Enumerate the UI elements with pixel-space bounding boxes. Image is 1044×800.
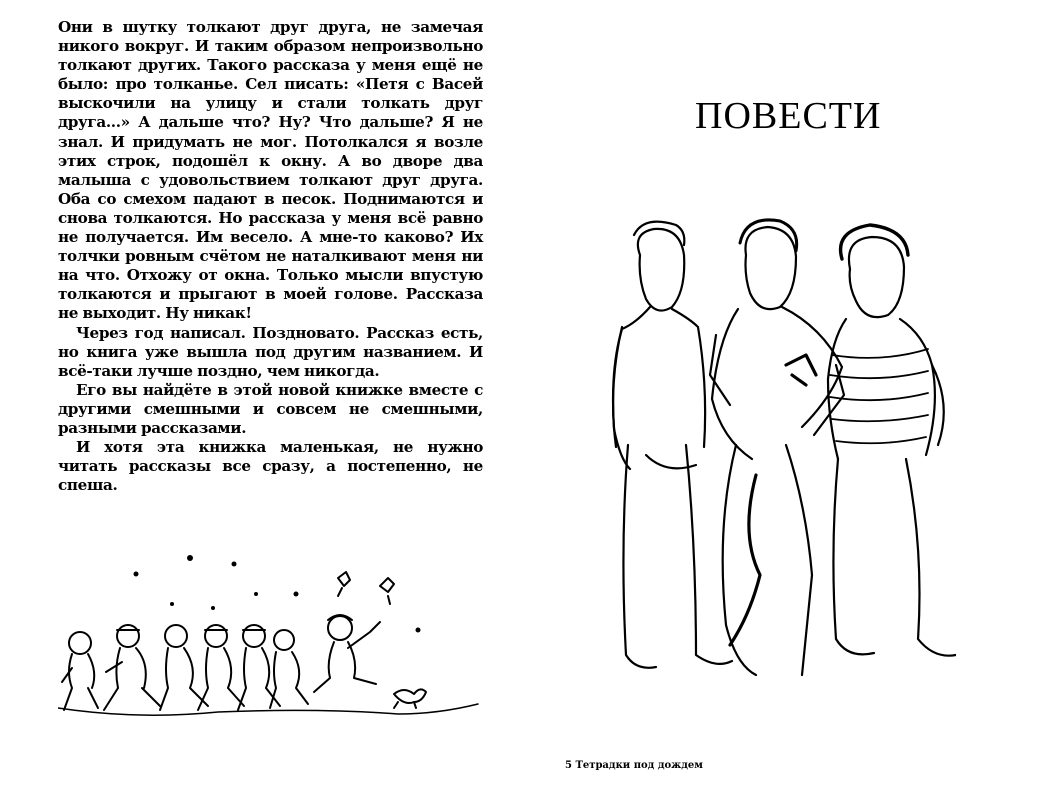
boy-right — [828, 225, 956, 656]
paragraph-4: И хотя эта книжка маленькая, не нужно читать рассказы все сразу, а постепенно, не спеша. — [58, 438, 483, 495]
left-page — [58, 18, 483, 495]
paragraph-3: Его вы найдёте в этой новой книжке вместе с другими смешными и совсем не смешными, разными рассказами. — [58, 380, 483, 437]
running-children-illustration — [58, 548, 483, 728]
page-footer: 5 Тетрадки под дождем — [565, 760, 703, 771]
three-boys-illustration — [606, 215, 956, 695]
paragraph-2: Через год написал. Поздновато. Рассказ есть, но книга уже вышла под другим названием. И всё-таки лучше поздно, чем никогда. — [58, 323, 483, 380]
boy-middle — [710, 220, 844, 675]
boy-left — [613, 222, 732, 668]
paragraph-1: Они в шутку толкают друг друга, не замечая никого вокруг. И таким образом непроизвольно толкают других. Такого рассказа у меня ещё не было: про толканье. Сел писать: «Петя с Васей выскочили на улицу и стали толкать друг друга...» А дальше что? Ну? Что дальше? Я не знал. И придумать не мог. Потолкался я возле этих строк, подошёл к окну. А во дворе два малыша с удовольствием толкают друг друга. Оба со смехом падают в песок. Поднимаются и снова толкаются. Но рассказа у меня всё равно не получается. Им весело. А мне-то каково? Их толчки ровным счётом не наталкивают меня ни на что. Отхожу от окна. Только мысли впустую толкаются и прыгают в моей голове. Рассказа не выходит. Ну никак! — [58, 18, 483, 323]
section-title: ПОВЕСТИ — [695, 95, 882, 137]
